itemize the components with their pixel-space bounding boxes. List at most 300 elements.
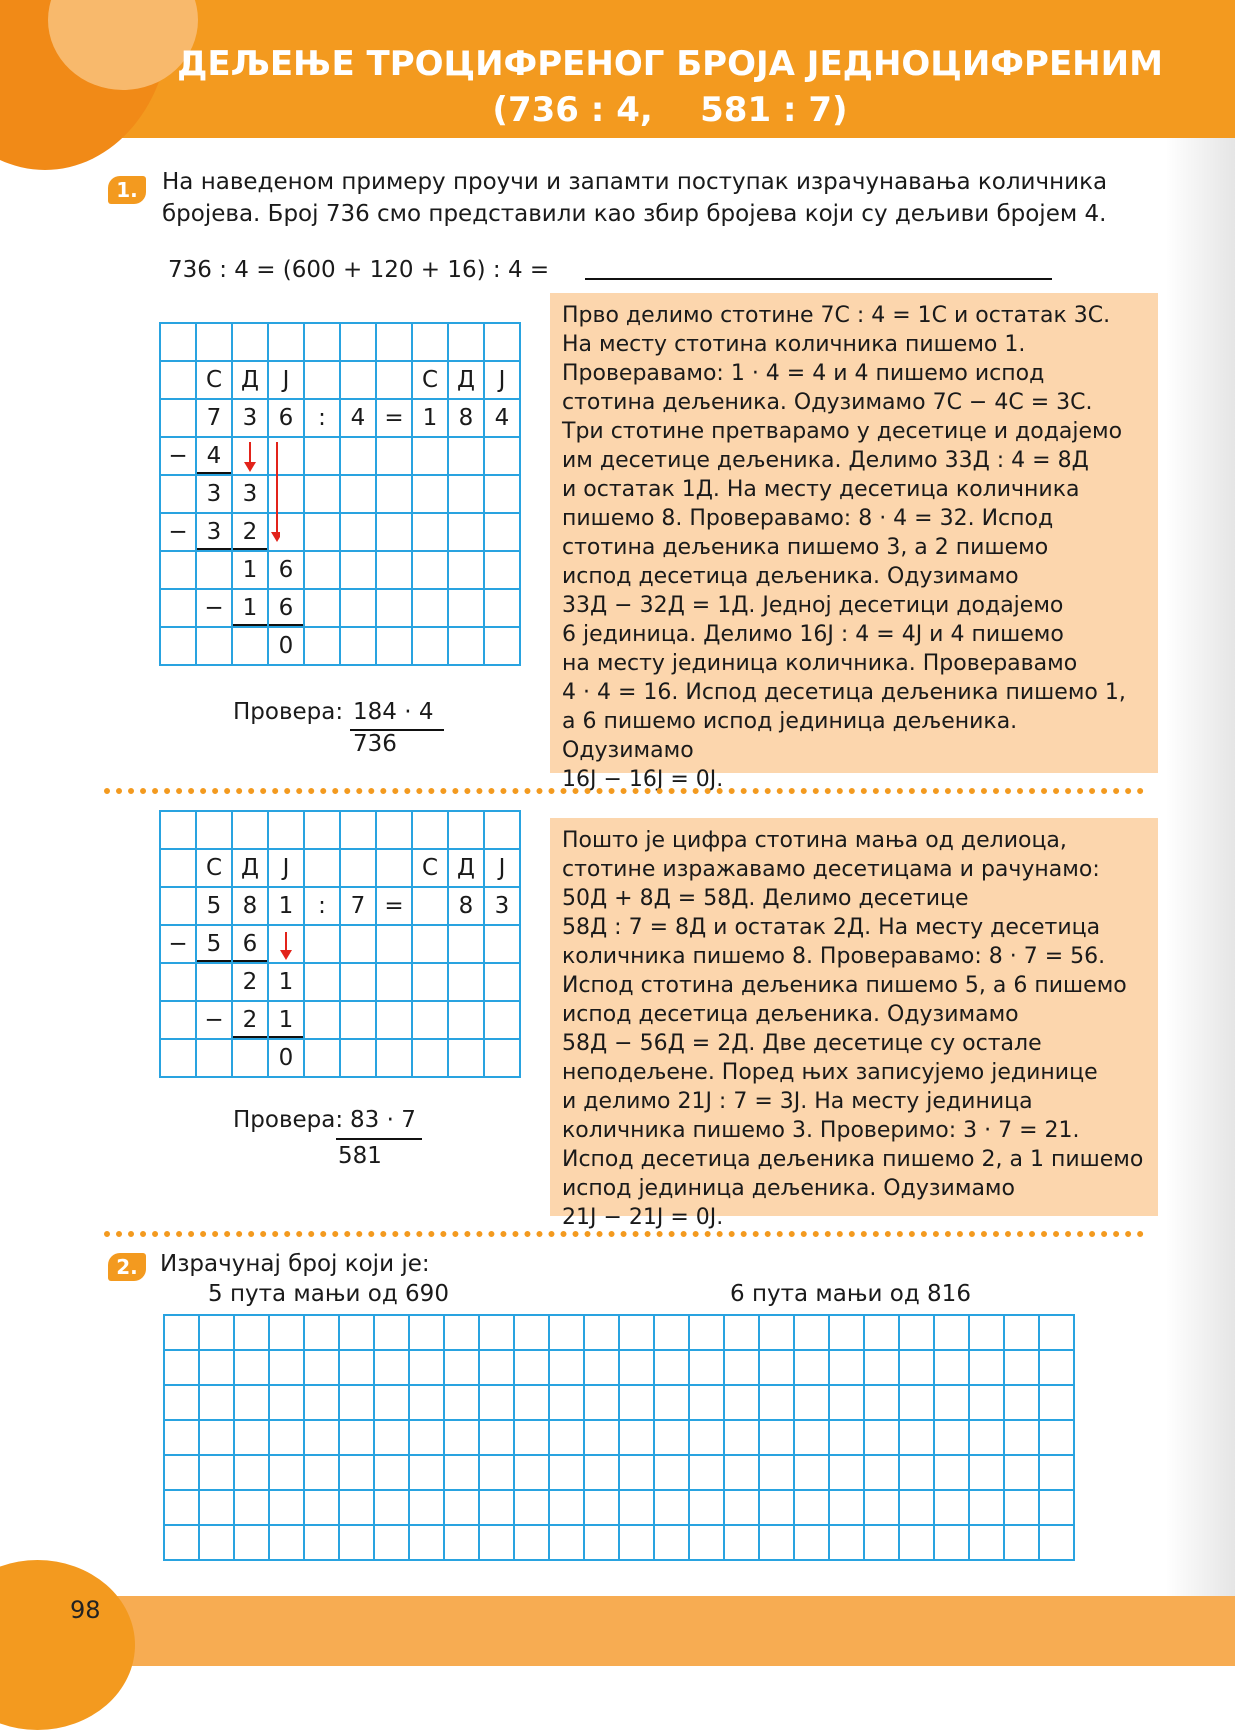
work-cell[interactable] — [374, 1350, 409, 1385]
grid-cell: 8 — [448, 887, 484, 925]
work-cell[interactable] — [934, 1490, 969, 1525]
grid-cell — [448, 589, 484, 627]
grid-cell: 8 — [448, 399, 484, 437]
work-cell[interactable] — [689, 1525, 724, 1560]
grid-cell — [304, 475, 340, 513]
work-cell[interactable] — [234, 1525, 269, 1560]
work-cell[interactable] — [269, 1490, 304, 1525]
work-cell[interactable] — [444, 1455, 479, 1490]
grid-cell — [376, 1001, 412, 1039]
work-cell[interactable] — [619, 1455, 654, 1490]
work-cell[interactable] — [514, 1455, 549, 1490]
work-cell[interactable] — [444, 1490, 479, 1525]
work-cell[interactable] — [934, 1385, 969, 1420]
work-cell[interactable] — [899, 1350, 934, 1385]
work-cell[interactable] — [899, 1420, 934, 1455]
work-cell[interactable] — [724, 1455, 759, 1490]
work-cell[interactable] — [164, 1315, 199, 1350]
grid-cell: − — [196, 1001, 232, 1039]
grid-cell — [304, 849, 340, 887]
work-cell[interactable] — [549, 1490, 584, 1525]
page-edge-shadow — [1165, 0, 1235, 1666]
grid-cell — [196, 963, 232, 1001]
work-cell[interactable] — [794, 1385, 829, 1420]
work-cell[interactable] — [654, 1490, 689, 1525]
grid-cell — [160, 361, 196, 399]
grid-cell — [160, 589, 196, 627]
work-cell[interactable] — [164, 1455, 199, 1490]
work-cell[interactable] — [1039, 1385, 1074, 1420]
work-cell[interactable] — [934, 1525, 969, 1560]
work-cell[interactable] — [479, 1455, 514, 1490]
explanation-line: 6 јединица. Делимо 16Ј : 4 = 4Ј и 4 пишемо — [562, 622, 1064, 647]
explanation-box-2 — [550, 818, 1158, 1230]
work-cell[interactable] — [269, 1420, 304, 1455]
explanation-line: Пошто је цифра стотина мања од делиоца, — [562, 828, 1067, 853]
work-cell[interactable] — [829, 1315, 864, 1350]
work-cell[interactable] — [339, 1490, 374, 1525]
work-cell[interactable] — [934, 1350, 969, 1385]
work-cell[interactable] — [584, 1455, 619, 1490]
work-cell[interactable] — [794, 1490, 829, 1525]
page-title-line2: (736 : 4, 581 : 7) — [492, 90, 848, 130]
work-cell[interactable] — [269, 1315, 304, 1350]
explanation-line: стотина дељеника. Одузимамо 7С − 4С = 3С. — [562, 390, 1093, 415]
work-cell[interactable] — [934, 1420, 969, 1455]
task-1-text-line2: бројева. Број 736 смо представили као збир бројева који су дељиви бројем 4. — [162, 201, 1107, 227]
work-cell[interactable] — [514, 1385, 549, 1420]
work-cell[interactable] — [724, 1350, 759, 1385]
work-cell[interactable] — [514, 1490, 549, 1525]
work-cell[interactable] — [759, 1525, 794, 1560]
work-cell[interactable] — [444, 1350, 479, 1385]
work-cell[interactable] — [444, 1525, 479, 1560]
work-cell[interactable] — [339, 1420, 374, 1455]
division-grid-581 — [159, 810, 521, 1078]
work-cell[interactable] — [339, 1350, 374, 1385]
work-cell[interactable] — [794, 1315, 829, 1350]
work-cell[interactable] — [549, 1525, 584, 1560]
grid-cell — [304, 925, 340, 963]
work-cell[interactable] — [1004, 1420, 1039, 1455]
work-cell[interactable] — [479, 1490, 514, 1525]
dotted-divider-1 — [104, 788, 1144, 794]
explanation-line: испод десетица дељеника. Одузимамо — [562, 564, 1019, 589]
grid-cell — [484, 627, 520, 665]
work-cell[interactable] — [549, 1385, 584, 1420]
grid-cell — [376, 323, 412, 361]
work-cell[interactable] — [514, 1350, 549, 1385]
work-cell[interactable] — [339, 1455, 374, 1490]
work-cell[interactable] — [619, 1350, 654, 1385]
grid-cell: : — [304, 399, 340, 437]
grid-cell — [376, 1039, 412, 1077]
work-cell[interactable] — [864, 1315, 899, 1350]
work-cell[interactable] — [864, 1350, 899, 1385]
grid-cell — [376, 361, 412, 399]
grid-cell: С — [412, 849, 448, 887]
grid-cell — [340, 1001, 376, 1039]
work-cell[interactable] — [864, 1525, 899, 1560]
grid-cell: 6 — [268, 551, 304, 589]
work-cell[interactable] — [304, 1350, 339, 1385]
work-cell[interactable] — [549, 1455, 584, 1490]
grid-cell — [160, 849, 196, 887]
work-cell[interactable] — [164, 1525, 199, 1560]
grid-cell — [304, 361, 340, 399]
work-cell[interactable] — [164, 1420, 199, 1455]
work-cell[interactable] — [304, 1315, 339, 1350]
work-cell[interactable] — [234, 1420, 269, 1455]
work-cell[interactable] — [689, 1350, 724, 1385]
work-cell[interactable] — [1004, 1455, 1039, 1490]
explanation-line: неподељене. Поред њих записујемо јединице — [562, 1060, 1098, 1085]
work-cell[interactable] — [199, 1315, 234, 1350]
grid-cell: 3 — [196, 513, 232, 551]
work-cell[interactable] — [514, 1420, 549, 1455]
explanation-line: стотина дељеника пишемо 3, а 2 пишемо — [562, 535, 1049, 560]
division-grid-736 — [159, 322, 521, 666]
work-cell[interactable] — [689, 1455, 724, 1490]
explanation-line: 21Ј − 21Ј = 0Ј. — [562, 1205, 724, 1230]
grid-cell: : — [304, 887, 340, 925]
work-cell[interactable] — [234, 1350, 269, 1385]
work-cell[interactable] — [864, 1490, 899, 1525]
work-cell[interactable] — [724, 1315, 759, 1350]
grid-cell — [340, 849, 376, 887]
explanation-line: испод десетица дељеника. Одузимамо — [562, 1002, 1019, 1027]
work-cell[interactable] — [689, 1385, 724, 1420]
work-cell[interactable] — [689, 1490, 724, 1525]
grid-cell — [160, 399, 196, 437]
explanation-line: пишемо 8. Проверавамо: 8 · 4 = 32. Испод — [562, 506, 1054, 531]
explanation-box-1 — [550, 293, 1158, 792]
work-cell[interactable] — [409, 1525, 444, 1560]
work-cell[interactable] — [794, 1455, 829, 1490]
work-cell[interactable] — [374, 1455, 409, 1490]
grid-cell — [340, 925, 376, 963]
work-cell[interactable] — [479, 1385, 514, 1420]
work-cell[interactable] — [304, 1455, 339, 1490]
work-cell[interactable] — [584, 1315, 619, 1350]
grid-cell: С — [196, 361, 232, 399]
work-cell[interactable] — [899, 1315, 934, 1350]
grid-cell — [232, 323, 268, 361]
work-cell[interactable] — [269, 1525, 304, 1560]
work-cell[interactable] — [794, 1420, 829, 1455]
grid-cell: Ј — [268, 361, 304, 399]
work-cell[interactable] — [234, 1455, 269, 1490]
work-cell[interactable] — [1004, 1315, 1039, 1350]
grid-cell — [376, 925, 412, 963]
work-cell[interactable] — [479, 1315, 514, 1350]
work-cell[interactable] — [864, 1420, 899, 1455]
work-cell[interactable] — [549, 1315, 584, 1350]
task-2-prompt: Израчунај број који је: — [160, 1251, 430, 1277]
grid-cell: 1 — [232, 589, 268, 627]
work-cell[interactable] — [584, 1385, 619, 1420]
work-cell[interactable] — [304, 1490, 339, 1525]
work-cell[interactable] — [759, 1315, 794, 1350]
work-cell[interactable] — [654, 1420, 689, 1455]
grid-cell: 2 — [232, 513, 268, 551]
grid-cell: 8 — [232, 887, 268, 925]
work-cell[interactable] — [164, 1490, 199, 1525]
grid-cell — [412, 887, 448, 925]
grid-cell: 1 — [412, 399, 448, 437]
grid-cell — [160, 475, 196, 513]
work-cell[interactable] — [339, 1315, 374, 1350]
work-cell[interactable] — [584, 1525, 619, 1560]
grid-cell — [448, 963, 484, 1001]
explanation-line: количника пишемо 3. Проверимо: 3 · 7 = 21. — [562, 1118, 1080, 1143]
work-cell[interactable] — [759, 1350, 794, 1385]
work-cell[interactable] — [479, 1350, 514, 1385]
work-cell[interactable] — [969, 1315, 1004, 1350]
grid-cell: Ј — [484, 361, 520, 399]
work-cell[interactable] — [1004, 1525, 1039, 1560]
work-cell[interactable] — [829, 1490, 864, 1525]
work-cell[interactable] — [899, 1490, 934, 1525]
grid-cell — [448, 925, 484, 963]
grid-cell: 0 — [268, 627, 304, 665]
work-cell[interactable] — [969, 1455, 1004, 1490]
grid-cell — [160, 627, 196, 665]
work-cell[interactable] — [654, 1385, 689, 1420]
work-cell[interactable] — [654, 1350, 689, 1385]
work-cell[interactable] — [934, 1455, 969, 1490]
grid-cell — [412, 589, 448, 627]
grid-cell — [484, 475, 520, 513]
work-cell[interactable] — [304, 1525, 339, 1560]
work-cell[interactable] — [339, 1525, 374, 1560]
explanation-line: и делимо 21Ј : 7 = 3Ј. На месту јединица — [562, 1089, 1033, 1114]
grid-cell: 3 — [232, 399, 268, 437]
grid-cell — [376, 963, 412, 1001]
grid-cell — [412, 925, 448, 963]
grid-cell — [376, 627, 412, 665]
explanation-line: испод јединица дељеника. Одузимамо — [562, 1176, 1015, 1201]
grid-cell — [412, 963, 448, 1001]
work-cell[interactable] — [444, 1315, 479, 1350]
grid-cell: Д — [232, 361, 268, 399]
grid-cell: − — [160, 513, 196, 551]
grid-cell — [160, 1001, 196, 1039]
work-cell[interactable] — [374, 1420, 409, 1455]
grid-cell — [484, 1001, 520, 1039]
work-cell[interactable] — [654, 1525, 689, 1560]
work-cell[interactable] — [304, 1385, 339, 1420]
work-cell[interactable] — [514, 1525, 549, 1560]
work-cell[interactable] — [654, 1315, 689, 1350]
work-cell[interactable] — [269, 1385, 304, 1420]
grid-cell: 4 — [484, 399, 520, 437]
work-cell[interactable] — [409, 1420, 444, 1455]
work-cell[interactable] — [199, 1385, 234, 1420]
grid-cell — [340, 1039, 376, 1077]
work-cell[interactable] — [374, 1385, 409, 1420]
work-cell[interactable] — [934, 1315, 969, 1350]
work-cell[interactable] — [969, 1385, 1004, 1420]
grid-cell — [304, 437, 340, 475]
work-cell[interactable] — [829, 1385, 864, 1420]
work-cell[interactable] — [829, 1420, 864, 1455]
grid-cell — [484, 513, 520, 551]
work-cell[interactable] — [794, 1525, 829, 1560]
work-cell[interactable] — [234, 1315, 269, 1350]
work-cell[interactable] — [374, 1315, 409, 1350]
bring-down-arrow-2 — [276, 930, 296, 966]
work-cell[interactable] — [479, 1525, 514, 1560]
grid-cell: 7 — [196, 399, 232, 437]
work-cell[interactable] — [724, 1525, 759, 1560]
work-cell[interactable] — [969, 1350, 1004, 1385]
work-cell[interactable] — [759, 1385, 794, 1420]
work-cell[interactable] — [409, 1315, 444, 1350]
grid-cell: − — [160, 925, 196, 963]
work-cell[interactable] — [304, 1420, 339, 1455]
work-cell[interactable] — [234, 1385, 269, 1420]
work-cell[interactable] — [899, 1525, 934, 1560]
grid-cell — [484, 589, 520, 627]
work-cell[interactable] — [1039, 1350, 1074, 1385]
work-cell[interactable] — [724, 1490, 759, 1525]
work-cell[interactable] — [584, 1490, 619, 1525]
work-cell[interactable] — [549, 1420, 584, 1455]
work-cell[interactable] — [479, 1420, 514, 1455]
grid-cell: 2 — [232, 963, 268, 1001]
work-cell[interactable] — [269, 1350, 304, 1385]
work-cell[interactable] — [619, 1490, 654, 1525]
work-cell[interactable] — [689, 1315, 724, 1350]
grid-cell — [196, 323, 232, 361]
work-cell[interactable] — [199, 1455, 234, 1490]
grid-cell — [304, 1039, 340, 1077]
work-cell[interactable] — [864, 1455, 899, 1490]
explanation-line: На месту стотина количника пишемо 1. — [562, 332, 1026, 357]
work-cell[interactable] — [584, 1350, 619, 1385]
work-cell[interactable] — [619, 1315, 654, 1350]
work-cell[interactable] — [1004, 1350, 1039, 1385]
work-cell[interactable] — [199, 1525, 234, 1560]
work-cell[interactable] — [164, 1350, 199, 1385]
work-cell[interactable] — [1004, 1385, 1039, 1420]
work-cell[interactable] — [269, 1455, 304, 1490]
work-cell[interactable] — [409, 1490, 444, 1525]
work-cell[interactable] — [549, 1350, 584, 1385]
work-cell[interactable] — [199, 1420, 234, 1455]
work-cell[interactable] — [619, 1525, 654, 1560]
explanation-line: Испод десетица дељеника пишемо 2, а 1 пишемо — [562, 1147, 1144, 1172]
grid-cell: 6 — [232, 925, 268, 963]
work-cell[interactable] — [199, 1350, 234, 1385]
work-cell[interactable] — [1039, 1490, 1074, 1525]
work-cell[interactable] — [899, 1385, 934, 1420]
work-cell[interactable] — [969, 1490, 1004, 1525]
grid-cell — [448, 1001, 484, 1039]
grid-cell: 1 — [268, 1001, 304, 1039]
task-2-badge: 2. — [108, 1253, 146, 1281]
work-cell[interactable] — [444, 1385, 479, 1420]
work-cell[interactable] — [759, 1420, 794, 1455]
work-cell[interactable] — [1039, 1315, 1074, 1350]
explanation-line: и остатак 1Д. На месту десетица количника — [562, 477, 1080, 502]
work-cell[interactable] — [339, 1385, 374, 1420]
work-cell[interactable] — [374, 1490, 409, 1525]
grid-cell — [376, 811, 412, 849]
work-cell[interactable] — [619, 1385, 654, 1420]
work-cell[interactable] — [899, 1455, 934, 1490]
work-cell[interactable] — [689, 1420, 724, 1455]
explanation-line: Испод стотина дељеника пишемо 5, а 6 пишемо — [562, 973, 1127, 998]
work-cell[interactable] — [759, 1455, 794, 1490]
grid-cell — [196, 627, 232, 665]
work-cell[interactable] — [654, 1455, 689, 1490]
work-cell[interactable] — [514, 1315, 549, 1350]
grid-cell — [448, 323, 484, 361]
grid-cell — [304, 963, 340, 1001]
work-cell[interactable] — [1004, 1490, 1039, 1525]
work-cell[interactable] — [1039, 1525, 1074, 1560]
work-cell[interactable] — [969, 1525, 1004, 1560]
work-cell[interactable] — [409, 1350, 444, 1385]
grid-cell — [484, 551, 520, 589]
work-cell[interactable] — [864, 1385, 899, 1420]
grid-cell — [340, 811, 376, 849]
grid-cell — [412, 1039, 448, 1077]
work-cell[interactable] — [794, 1350, 829, 1385]
grid-cell: Д — [232, 849, 268, 887]
work-cell[interactable] — [619, 1420, 654, 1455]
work-cell[interactable] — [1039, 1420, 1074, 1455]
work-cell[interactable] — [409, 1455, 444, 1490]
grid-cell — [340, 513, 376, 551]
grid-cell — [160, 1039, 196, 1077]
work-cell[interactable] — [444, 1420, 479, 1455]
grid-cell — [448, 551, 484, 589]
grid-cell — [304, 323, 340, 361]
grid-cell — [160, 551, 196, 589]
work-cell[interactable] — [759, 1490, 794, 1525]
work-cell[interactable] — [584, 1420, 619, 1455]
work-cell[interactable] — [374, 1525, 409, 1560]
work-cell[interactable] — [234, 1490, 269, 1525]
grid-cell — [412, 513, 448, 551]
work-cell[interactable] — [829, 1455, 864, 1490]
work-cell[interactable] — [199, 1490, 234, 1525]
grid-cell — [304, 627, 340, 665]
grid-cell — [448, 1039, 484, 1077]
grid-cell — [340, 323, 376, 361]
work-cell[interactable] — [409, 1385, 444, 1420]
grid-cell: 4 — [340, 399, 376, 437]
work-grid[interactable] — [163, 1314, 1075, 1561]
task-1-badge: 1. — [108, 176, 146, 204]
work-cell[interactable] — [829, 1525, 864, 1560]
explanation-line: 58Д : 7 = 8Д и остатак 2Д. На месту десетица — [562, 915, 1101, 940]
check-label-1: Провера: — [233, 699, 344, 725]
work-cell[interactable] — [1039, 1455, 1074, 1490]
work-cell[interactable] — [724, 1385, 759, 1420]
work-cell[interactable] — [724, 1420, 759, 1455]
grid-cell — [232, 811, 268, 849]
work-cell[interactable] — [164, 1385, 199, 1420]
work-cell[interactable] — [829, 1350, 864, 1385]
grid-cell — [412, 323, 448, 361]
work-cell[interactable] — [969, 1420, 1004, 1455]
explanation-line: им десетице дељеника. Делимо 33Д : 4 = 8Д — [562, 448, 1089, 473]
grid-cell — [232, 627, 268, 665]
